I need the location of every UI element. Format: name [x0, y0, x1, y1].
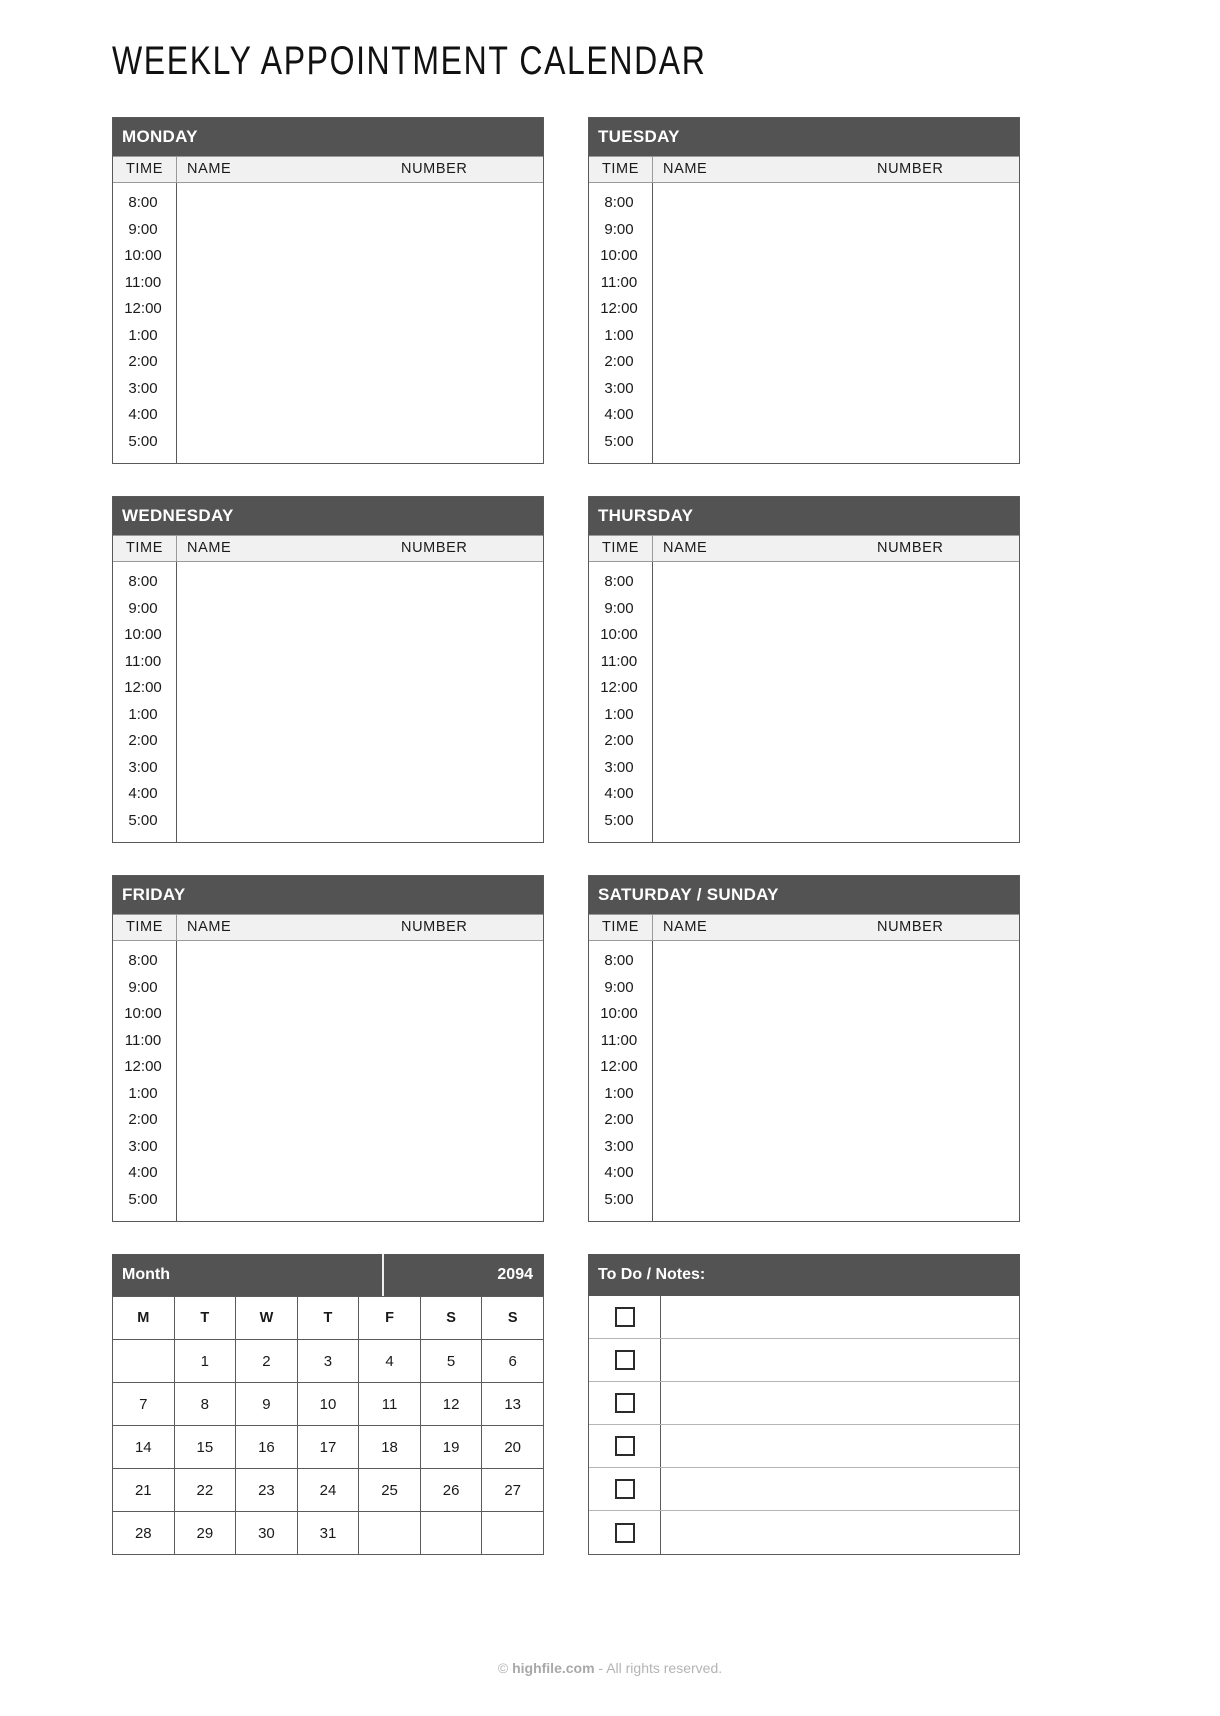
month-day-cell[interactable]: [113, 1340, 175, 1383]
time-label: 3:00: [128, 1137, 158, 1155]
time-label: 10:00: [600, 1005, 638, 1022]
month-day-cell[interactable]: 1: [174, 1340, 236, 1383]
month-day-cell[interactable]: 5: [420, 1340, 482, 1383]
day-title: SATURDAY / SUNDAY: [589, 876, 1019, 914]
time-label: 8:00: [128, 573, 158, 590]
page-title: WEEKLY APPOINTMENT CALENDAR: [112, 39, 707, 83]
column-header-group: [653, 157, 1019, 182]
column-header-time: TIME: [113, 536, 177, 561]
time-label: 2:00: [128, 353, 158, 370]
month-day-cell[interactable]: 28: [113, 1512, 175, 1555]
month-day-cell[interactable]: 20: [482, 1426, 544, 1469]
time-label: 12:00: [600, 1058, 638, 1075]
weekday-header: T: [297, 1297, 359, 1340]
time-label: 10:00: [600, 626, 638, 643]
day-body: [589, 562, 1019, 842]
time-label: 5:00: [128, 432, 158, 450]
day-card: [588, 496, 1020, 843]
month-year[interactable]: 2094: [497, 1266, 533, 1283]
time-label: 11:00: [600, 1031, 638, 1049]
column-header-name: NAME: [187, 540, 232, 556]
time-label: 4:00: [128, 1164, 158, 1181]
column-header-number: NUMBER: [401, 161, 468, 177]
time-column: [113, 183, 177, 463]
month-grid: [112, 1296, 544, 1555]
column-header-number: NUMBER: [401, 919, 468, 935]
day-title: MONDAY: [113, 118, 543, 156]
day-body: [113, 941, 543, 1221]
column-header-name: NAME: [663, 919, 708, 935]
checkbox-icon[interactable]: [615, 1436, 635, 1456]
column-header-name: NAME: [187, 161, 232, 177]
footer-prefix: ©: [497, 1660, 513, 1676]
time-column: [113, 562, 177, 842]
month-day-cell[interactable]: 8: [174, 1383, 236, 1426]
month-weekday-row: [113, 1297, 544, 1340]
time-label: 11:00: [600, 652, 638, 670]
column-header-name: NAME: [663, 540, 708, 556]
column-header-group: [177, 157, 543, 182]
month-day-cell[interactable]: 31: [297, 1512, 359, 1555]
time-label: 8:00: [128, 952, 158, 969]
day-body: [113, 562, 543, 842]
month-day-cell[interactable]: [420, 1512, 482, 1555]
month-day-cell[interactable]: 21: [113, 1469, 175, 1512]
checkbox-icon[interactable]: [615, 1393, 635, 1413]
day-card: [112, 117, 544, 464]
column-header-number: NUMBER: [877, 540, 944, 556]
time-label: 5:00: [604, 811, 634, 829]
month-day-cell[interactable]: 14: [113, 1426, 175, 1469]
month-calendar: [112, 1254, 544, 1555]
time-label: 3:00: [604, 758, 634, 776]
todo-checkbox-cell[interactable]: [589, 1339, 661, 1381]
todo-checkbox-cell[interactable]: [589, 1468, 661, 1510]
time-label: 9:00: [128, 978, 158, 996]
todo-row: [589, 1425, 1019, 1468]
month-day-rows: [113, 1340, 544, 1555]
time-label: 12:00: [124, 1058, 162, 1075]
time-label: 4:00: [128, 785, 158, 802]
month-day-cell[interactable]: 15: [174, 1426, 236, 1469]
checkbox-icon[interactable]: [615, 1350, 635, 1370]
time-label: 3:00: [128, 379, 158, 397]
todo-checkbox-cell[interactable]: [589, 1511, 661, 1554]
time-label: 3:00: [604, 379, 634, 397]
time-label: 9:00: [604, 220, 634, 238]
checkbox-icon[interactable]: [615, 1307, 635, 1327]
time-label: 1:00: [604, 705, 634, 723]
month-day-cell[interactable]: 11: [359, 1383, 421, 1426]
column-header-number: NUMBER: [877, 919, 944, 935]
column-header-name: NAME: [187, 919, 232, 935]
time-label: 5:00: [128, 811, 158, 829]
column-header-group: [177, 915, 543, 940]
todo-text-field[interactable]: [661, 1339, 1019, 1381]
day-card: [588, 117, 1020, 464]
checkbox-icon[interactable]: [615, 1479, 635, 1499]
appointment-entry-area[interactable]: [177, 941, 543, 1221]
month-day-cell[interactable]: 4: [359, 1340, 421, 1383]
time-label: 3:00: [604, 1137, 634, 1155]
month-day-cell[interactable]: 17: [297, 1426, 359, 1469]
appointment-entry-area[interactable]: [653, 562, 1019, 842]
todo-row: [589, 1511, 1019, 1554]
footer-suffix: - All rights reserved.: [594, 1660, 723, 1676]
day-title: WEDNESDAY: [113, 497, 543, 535]
time-label: 5:00: [604, 432, 634, 450]
time-column: [113, 941, 177, 1221]
todo-text-field[interactable]: [661, 1468, 1019, 1510]
todo-header: To Do / Notes:: [588, 1254, 1020, 1296]
day-body: [113, 183, 543, 463]
day-card: [588, 875, 1020, 1222]
todo-notes-panel: [588, 1254, 1020, 1555]
day-title: FRIDAY: [113, 876, 543, 914]
time-label: 2:00: [604, 1111, 634, 1128]
day-body: [589, 941, 1019, 1221]
time-label: 9:00: [604, 978, 634, 996]
month-day-cell[interactable]: 18: [359, 1426, 421, 1469]
month-day-cell[interactable]: 30: [236, 1512, 298, 1555]
month-day-cell[interactable]: 16: [236, 1426, 298, 1469]
todo-checkbox-cell[interactable]: [589, 1296, 661, 1338]
time-label: 12:00: [124, 679, 162, 696]
time-label: 10:00: [600, 247, 638, 264]
appointment-entry-area[interactable]: [177, 183, 543, 463]
time-label: 2:00: [604, 732, 634, 749]
column-header-group: [177, 536, 543, 561]
time-column: [589, 562, 653, 842]
time-label: 2:00: [128, 1111, 158, 1128]
month-day-cell[interactable]: 26: [420, 1469, 482, 1512]
month-day-cell[interactable]: 23: [236, 1469, 298, 1512]
day-body: [589, 183, 1019, 463]
month-day-cell[interactable]: 27: [482, 1469, 544, 1512]
time-label: 1:00: [128, 326, 158, 344]
day-column-headers: [113, 156, 543, 183]
checkbox-icon[interactable]: [615, 1523, 635, 1543]
time-label: 8:00: [128, 194, 158, 211]
time-label: 8:00: [604, 573, 634, 590]
time-label: 1:00: [128, 705, 158, 723]
time-label: 10:00: [124, 247, 162, 264]
month-header: [112, 1254, 544, 1296]
month-day-cell[interactable]: 9: [236, 1383, 298, 1426]
time-label: 1:00: [604, 1084, 634, 1102]
todo-row: [589, 1382, 1019, 1425]
column-header-group: [653, 915, 1019, 940]
time-label: 11:00: [124, 273, 162, 291]
time-label: 9:00: [128, 220, 158, 238]
appointment-entry-area[interactable]: [653, 941, 1019, 1221]
month-day-cell[interactable]: 25: [359, 1469, 421, 1512]
month-day-cell[interactable]: 13: [482, 1383, 544, 1426]
column-header-time: TIME: [113, 915, 177, 940]
column-header-number: NUMBER: [401, 540, 468, 556]
column-header-time: TIME: [589, 157, 653, 182]
footer-brand: highfile.com: [512, 1660, 595, 1676]
month-day-cell[interactable]: 10: [297, 1383, 359, 1426]
time-column: [589, 183, 653, 463]
time-label: 2:00: [128, 732, 158, 749]
time-label: 1:00: [128, 1084, 158, 1102]
time-label: 10:00: [124, 626, 162, 643]
todo-text-field[interactable]: [661, 1382, 1019, 1424]
todo-checkbox-cell[interactable]: [589, 1425, 661, 1467]
day-column-headers: [113, 535, 543, 562]
month-week-row: [113, 1512, 544, 1555]
time-label: 12:00: [600, 679, 638, 696]
todo-row: [589, 1296, 1019, 1339]
todo-text-field[interactable]: [661, 1425, 1019, 1467]
time-label: 12:00: [600, 300, 638, 317]
month-week-row: [113, 1426, 544, 1469]
month-day-cell[interactable]: 7: [113, 1383, 175, 1426]
time-label: 2:00: [604, 353, 634, 370]
day-column-headers: [589, 156, 1019, 183]
time-label: 1:00: [604, 326, 634, 344]
column-header-group: [653, 536, 1019, 561]
month-day-cell[interactable]: 2: [236, 1340, 298, 1383]
time-label: 4:00: [128, 406, 158, 423]
time-label: 4:00: [604, 1164, 634, 1181]
todo-text-field[interactable]: [661, 1511, 1019, 1554]
todo-row: [589, 1468, 1019, 1511]
weekday-header: F: [359, 1297, 421, 1340]
weekday-header: T: [174, 1297, 236, 1340]
time-label: 12:00: [124, 300, 162, 317]
month-day-cell[interactable]: 19: [420, 1426, 482, 1469]
todo-text-field[interactable]: [661, 1296, 1019, 1338]
day-column-headers: [113, 914, 543, 941]
time-label: 10:00: [124, 1005, 162, 1022]
day-column-headers: [589, 914, 1019, 941]
todo-rows: [588, 1296, 1020, 1555]
weekday-header: M: [113, 1297, 175, 1340]
day-card: [112, 496, 544, 843]
column-header-time: TIME: [113, 157, 177, 182]
month-day-cell[interactable]: [482, 1512, 544, 1555]
time-label: 3:00: [128, 758, 158, 776]
time-label: 9:00: [128, 599, 158, 617]
time-label: 11:00: [600, 273, 638, 291]
time-label: 5:00: [128, 1190, 158, 1208]
time-label: 9:00: [604, 599, 634, 617]
month-week-row: [113, 1469, 544, 1512]
month-week-row: [113, 1383, 544, 1426]
month-label: Month: [112, 1254, 384, 1296]
month-day-cell[interactable]: 12: [420, 1383, 482, 1426]
column-header-time: TIME: [589, 915, 653, 940]
time-column: [589, 941, 653, 1221]
weekday-header: W: [236, 1297, 298, 1340]
weekday-header: S: [482, 1297, 544, 1340]
todo-row: [589, 1339, 1019, 1382]
time-label: 4:00: [604, 406, 634, 423]
month-day-cell[interactable]: 29: [174, 1512, 236, 1555]
time-label: 11:00: [124, 652, 162, 670]
column-header-time: TIME: [589, 536, 653, 561]
day-title: THURSDAY: [589, 497, 1019, 535]
month-day-cell[interactable]: 6: [482, 1340, 544, 1383]
month-day-cell[interactable]: [359, 1512, 421, 1555]
time-label: 5:00: [604, 1190, 634, 1208]
footer: [0, 1660, 1220, 1676]
time-label: 8:00: [604, 194, 634, 211]
appointment-entry-area[interactable]: [177, 562, 543, 842]
month-week-row: [113, 1340, 544, 1383]
todo-checkbox-cell[interactable]: [589, 1382, 661, 1424]
column-header-number: NUMBER: [877, 161, 944, 177]
appointment-entry-area[interactable]: [653, 183, 1019, 463]
time-label: 4:00: [604, 785, 634, 802]
column-header-name: NAME: [663, 161, 708, 177]
weekday-header: S: [420, 1297, 482, 1340]
month-day-cell[interactable]: 24: [297, 1469, 359, 1512]
time-label: 11:00: [124, 1031, 162, 1049]
day-card: [112, 875, 544, 1222]
bottom-section: [112, 1254, 1108, 1555]
day-blocks-grid: [112, 117, 1108, 1222]
month-day-cell[interactable]: 3: [297, 1340, 359, 1383]
time-label: 8:00: [604, 952, 634, 969]
month-day-cell[interactable]: 22: [174, 1469, 236, 1512]
day-column-headers: [589, 535, 1019, 562]
day-title: TUESDAY: [589, 118, 1019, 156]
